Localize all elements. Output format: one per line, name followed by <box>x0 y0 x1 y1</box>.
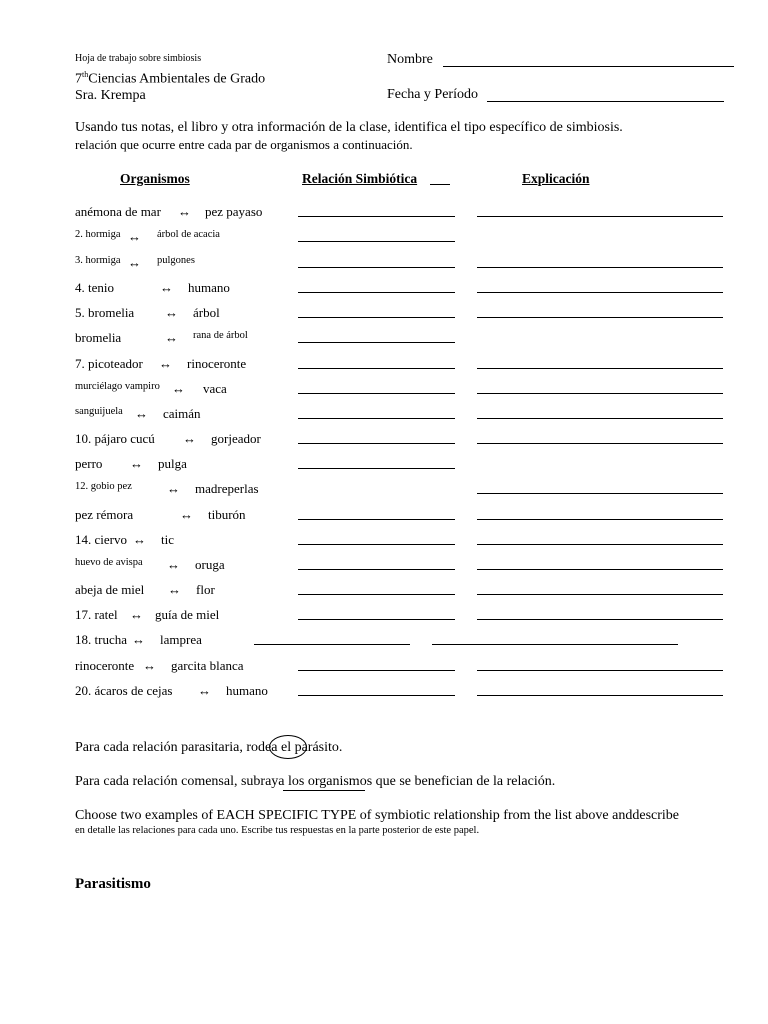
two-way-arrow-icon: ↔ <box>132 632 145 647</box>
organism-b: pulgones <box>157 255 195 266</box>
relation-answer-line[interactable] <box>298 267 455 268</box>
relation-answer-line[interactable] <box>298 342 455 343</box>
relation-header-underline-tail <box>430 184 450 185</box>
organism-pair-row <box>75 456 275 472</box>
explanation-answer-line[interactable] <box>477 216 723 217</box>
explanation-answer-line[interactable] <box>477 418 723 419</box>
organism-pair-row <box>75 229 275 245</box>
organism-a: 2. hormiga <box>75 229 121 240</box>
instructions-line-1: Usando tus notas, el libro y otra información de la clase, identifica el tipo específico de simbiosis. <box>75 120 623 135</box>
organism-b: pez payaso <box>205 204 263 219</box>
date-field-line[interactable] <box>487 101 724 102</box>
organism-b: tic <box>161 532 174 547</box>
relation-answer-line[interactable] <box>298 569 455 570</box>
two-way-arrow-icon: ↔ <box>180 507 193 522</box>
explanation-answer-line[interactable] <box>477 267 723 268</box>
two-way-arrow-icon: ↔ <box>133 532 146 547</box>
two-way-arrow-icon: ↔ <box>167 557 180 572</box>
teacher-name: Sra. Krempa <box>75 88 146 103</box>
relation-answer-line[interactable] <box>298 292 455 293</box>
relation-answer-line[interactable] <box>298 619 455 620</box>
explanation-answer-line[interactable] <box>477 317 723 318</box>
organism-pair-row <box>75 280 275 296</box>
relation-answer-line[interactable] <box>298 468 455 469</box>
organism-a: 14. ciervo <box>75 532 127 547</box>
organism-pair-row <box>75 330 275 346</box>
organism-a: 7. picoteador <box>75 356 143 371</box>
relation-answer-line[interactable] <box>298 695 455 696</box>
organism-b: caimán <box>163 406 201 421</box>
organism-b: madreperlas <box>195 481 259 496</box>
explanation-answer-line[interactable] <box>477 519 723 520</box>
relation-answer-line[interactable] <box>298 670 455 671</box>
instructions-line-2: relación que ocurre entre cada par de organismos a continuación. <box>75 137 413 152</box>
two-way-arrow-icon: ↔ <box>178 204 191 219</box>
relation-answer-line[interactable] <box>298 418 455 419</box>
underline-example-mark <box>283 790 365 791</box>
organism-pair-row <box>75 607 275 623</box>
explanation-answer-line[interactable] <box>477 368 723 369</box>
organism-a: rinoceronte <box>75 658 135 673</box>
organism-pair-row <box>75 557 275 573</box>
grade-line <box>75 70 265 88</box>
organism-pair-row <box>75 356 275 372</box>
relation-answer-line[interactable] <box>254 644 410 645</box>
explanation-answer-line[interactable] <box>477 393 723 394</box>
organism-a: abeja de miel <box>75 582 145 597</box>
organism-pair-row <box>75 204 275 220</box>
two-way-arrow-icon: ↔ <box>135 406 148 421</box>
organism-b: tiburón <box>208 507 246 522</box>
organism-b: pulga <box>158 456 187 471</box>
organism-pair-row <box>75 582 275 598</box>
organism-pair-row <box>75 507 275 523</box>
two-way-arrow-icon: ↔ <box>165 330 178 345</box>
organism-pair-row <box>75 431 275 447</box>
column-header-relation: Relación Simbiótica <box>302 171 418 186</box>
column-header-explanation: Explicación <box>522 171 590 186</box>
explanation-answer-line[interactable] <box>477 594 723 595</box>
two-way-arrow-icon: ↔ <box>128 255 141 270</box>
two-way-arrow-icon: ↔ <box>160 280 173 295</box>
name-field-line[interactable] <box>443 66 734 67</box>
organism-pair-row <box>75 481 275 497</box>
two-way-arrow-icon: ↔ <box>159 356 172 371</box>
relation-answer-line[interactable] <box>298 368 455 369</box>
organism-a: 10. pájaro cucú <box>75 431 155 446</box>
two-way-arrow-icon: ↔ <box>128 229 141 244</box>
explanation-answer-line[interactable] <box>477 544 723 545</box>
organism-b: humano <box>226 683 268 698</box>
explanation-answer-line[interactable] <box>477 569 723 570</box>
organism-b: árbol de acacia <box>157 229 220 240</box>
parasitic-instruction: Para cada relación parasitaria, rodea el parásito. <box>75 740 343 755</box>
organism-a: 12. gobio pez <box>75 481 132 492</box>
date-label: Fecha y Período <box>387 87 478 102</box>
grade-sup: th <box>82 70 89 79</box>
grade-rest: Ciencias Ambientales de Grado <box>88 71 266 87</box>
organism-a: 5. bromelia <box>75 305 135 320</box>
explanation-answer-line[interactable] <box>477 292 723 293</box>
organism-pair-row <box>75 532 275 548</box>
explanation-answer-line[interactable] <box>477 695 723 696</box>
organism-a: perro <box>75 456 103 471</box>
organism-a: 3. hormiga <box>75 255 121 266</box>
organism-b: vaca <box>203 381 227 396</box>
column-header-organisms: Organismos <box>120 171 190 186</box>
explanation-answer-line[interactable] <box>477 619 723 620</box>
two-way-arrow-icon: ↔ <box>165 305 178 320</box>
organism-b: rinoceronte <box>187 356 247 371</box>
circle-example-mark <box>269 735 307 759</box>
two-way-arrow-icon: ↔ <box>168 582 181 597</box>
commensal-instruction: Para cada relación comensal, subraya los organismos que se benefician de la relación. <box>75 774 556 789</box>
organism-a: anémona de mar <box>75 204 161 219</box>
organism-a: murciélago vampiro <box>75 381 160 392</box>
organism-a: 18. trucha <box>75 632 127 647</box>
organism-b: humano <box>188 280 230 295</box>
relation-answer-line[interactable] <box>298 544 455 545</box>
organism-pair-row <box>75 381 275 397</box>
explanation-answer-line[interactable] <box>477 443 723 444</box>
organism-b: garcita blanca <box>171 658 244 673</box>
choose-instruction-line-1: Choose two examples of EACH SPECIFIC TYPE of symbiotic relationship from the list above anddescribe <box>75 808 679 823</box>
organism-b: lamprea <box>160 632 202 647</box>
two-way-arrow-icon: ↔ <box>130 456 143 471</box>
organism-b: gorjeador <box>211 431 261 446</box>
two-way-arrow-icon: ↔ <box>130 607 143 622</box>
organism-b: oruga <box>195 557 225 572</box>
relation-answer-line[interactable] <box>298 317 455 318</box>
organism-a: 4. tenio <box>75 280 114 295</box>
organism-a: 17. ratel <box>75 607 118 622</box>
relation-answer-line[interactable] <box>298 594 455 595</box>
choose-instruction-line-2: en detalle las relaciones para cada uno. Escribe tus respuestas en la parte posterior de este papel. <box>75 825 480 836</box>
two-way-arrow-icon: ↔ <box>183 431 196 446</box>
organism-pair-row <box>75 683 275 699</box>
organism-a: huevo de avispa <box>75 557 143 568</box>
name-label: Nombre <box>387 52 433 67</box>
section-heading-parasitism: Parasitismo <box>75 876 151 892</box>
organism-pair-row <box>75 658 275 674</box>
grade-prefix: 7 <box>75 71 82 87</box>
explanation-answer-line[interactable] <box>477 493 723 494</box>
relation-answer-line[interactable] <box>298 519 455 520</box>
organism-a: 20. ácaros de cejas <box>75 683 173 698</box>
organism-a: pez rémora <box>75 507 134 522</box>
two-way-arrow-icon: ↔ <box>198 683 211 698</box>
organism-b: árbol <box>193 305 220 320</box>
worksheet-title: Hoja de trabajo sobre simbiosis <box>75 53 202 64</box>
explanation-answer-line[interactable] <box>432 644 678 645</box>
organism-pair-row <box>75 406 275 422</box>
organism-pair-row <box>75 305 275 321</box>
organism-a: sanguijuela <box>75 406 123 417</box>
organism-b: rana de árbol <box>193 330 248 341</box>
organism-pair-row <box>75 255 275 271</box>
two-way-arrow-icon: ↔ <box>167 481 180 496</box>
two-way-arrow-icon: ↔ <box>172 381 185 396</box>
relation-answer-line[interactable] <box>298 241 455 242</box>
relation-answer-line[interactable] <box>298 443 455 444</box>
relation-answer-line[interactable] <box>298 216 455 217</box>
organism-pair-row <box>75 632 275 648</box>
organism-b: flor <box>196 582 215 597</box>
relation-answer-line[interactable] <box>298 393 455 394</box>
organism-b: guía de miel <box>155 607 220 622</box>
two-way-arrow-icon: ↔ <box>143 658 156 673</box>
explanation-answer-line[interactable] <box>477 670 723 671</box>
organism-a: bromelia <box>75 330 122 345</box>
